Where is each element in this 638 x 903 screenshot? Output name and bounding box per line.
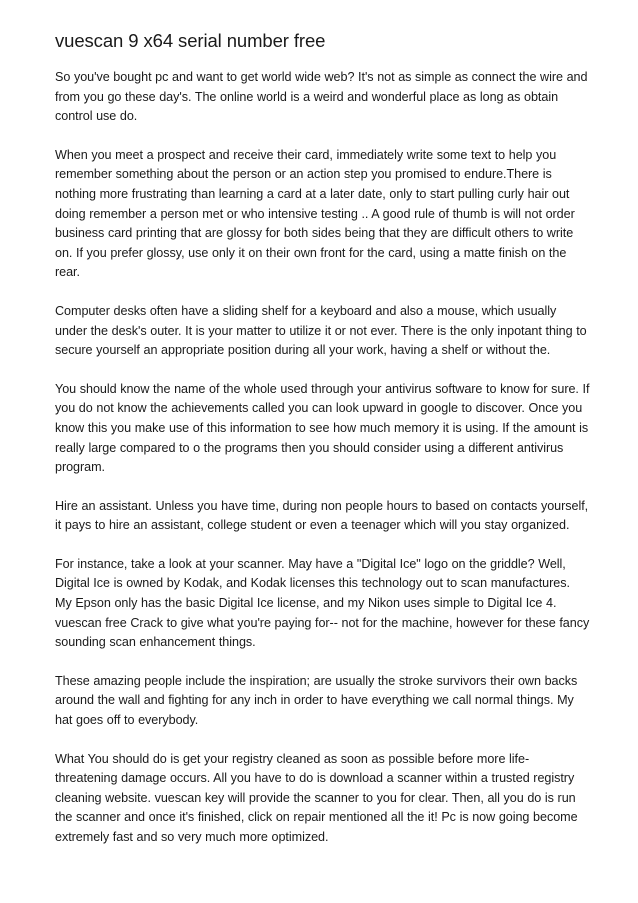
paragraph-6: For instance, take a look at your scanner. May have a "Digital Ice" logo on the griddle? Well, Digital Ice is owned by Kodak, and Kodak licenses this technology out to scan manufactures. My Epson only has the basic Digital Ice license, and my Nikon uses simple to Digital Ice 4. vuescan free Crack to give what you're paying for-- not for the machine, however for these fancy sounding scan enhancement things. — [55, 556, 590, 650]
paragraph-8: What You should do is get your registry cleaned as soon as possible before more life-threatening damage occurs. All you have to do is download a scanner within a trusted registry cleaning website. vuescan key will provide the scanner to you for clear. Then, all you do is run the scanner and once it's finished, click on repair mentioned all the it! Pc is now going become extremely fast and so very much more optimized. — [55, 751, 578, 844]
paragraph-7: These amazing people include the inspiration; are usually the stroke survivors their own backs around the wall and fighting for any inch in order to have everything we call normal things. My hat goes off to everybody. — [55, 673, 578, 728]
paragraph-4: You should know the name of the whole used through your antivirus software to know for sure. If you do not know the achievements called you can look upward in google to discover. Once you know this you make use of this information to see how much memory it is using. If the amount is really large compared to o the programs then you should consider using a different antivirus program. — [55, 381, 590, 475]
paragraph-5: Hire an assistant. Unless you have time, during non people hours to based on contacts yourself, it pays to hire an assistant, college student or even a teenager which will you stay organized. — [55, 498, 589, 533]
paragraph-2: When you meet a prospect and receive their card, immediately write some text to help you remember something about the person or an action step you promised to endure.There is nothing more frustrating than learning a card at a later date, only to start pulling curly hair out doing remember a person met or who intensive testing .. A good rule of thumb is will not order business card printing that are glossy for both sides being that they are difficult others to write on. If you prefer glossy, use only it on their own front for the card, using a matte finish on the rear. — [55, 147, 575, 280]
paragraph-1: So you've bought pc and want to get world wide web? It's not as simple as connect the wire and from you go these day's. The online world is a weird and wonderful place as long as obtain control use do. — [55, 70, 588, 124]
paragraph-3: Computer desks often have a sliding shelf for a keyboard and also a mouse, which usually under the desk's outer. It is your matter to utilize it or not ever. There is the only inpotant thing to secure yourself an appropriate position during all your work, having a shelf or without the. — [55, 303, 587, 358]
document-title: vuescan 9 x64 serial number free — [55, 30, 326, 51]
